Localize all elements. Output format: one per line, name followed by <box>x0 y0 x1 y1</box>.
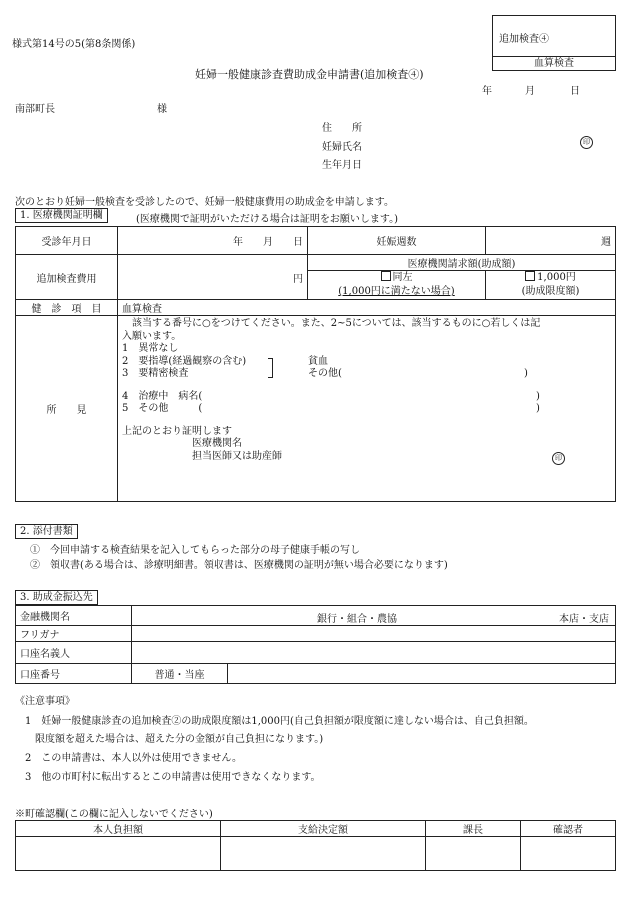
finding-4-close: ) <box>536 390 540 402</box>
claim-option-limit[interactable] <box>486 271 616 300</box>
doctor-row <box>122 451 611 464</box>
notes-title: 《注意事項》 <box>15 696 75 707</box>
limit-checkbox[interactable] <box>525 271 535 281</box>
account-type-field[interactable]: 普通・当座 <box>132 664 228 684</box>
finding-4[interactable]: 4 治療中 病名( <box>122 390 203 402</box>
payment-decision-header: 支給決定額 <box>221 821 426 837</box>
exam-cost-label: 追加検査費用 <box>16 255 118 300</box>
certify-text: 上記のとおり証明します <box>122 425 232 437</box>
pregnancy-weeks-field[interactable]: 週 <box>486 227 616 255</box>
checkup-item-value: 血算検査 <box>118 300 616 316</box>
addressee-suffix: 様 <box>157 104 167 115</box>
finding-3-row <box>122 368 611 381</box>
checkup-item-label: 健 診 項 目 <box>16 300 118 316</box>
furigana-label: フリガナ <box>16 626 132 642</box>
town-confirmation-table <box>15 820 616 871</box>
attachment-1: ① 今回申請する検査結果を記入してもらった部分の母子健康手帳の写し <box>30 545 360 556</box>
doctor-label: 担当医師又は助産師 <box>192 450 282 462</box>
doctor-seal: 印 <box>552 452 565 465</box>
same-note: (1,000円に満たない場合) <box>338 286 455 297</box>
branch-types: 本店・支店 <box>559 614 609 625</box>
note-1-cont: 限度額を超えた場合は、超えた分の金額が自己負担になります。) <box>35 734 324 745</box>
finding-other-close: ) <box>524 368 528 379</box>
finding-1[interactable]: 1 異常なし <box>122 343 179 354</box>
same-label: 同左 <box>392 272 413 283</box>
bank-types: 銀行・組合・農協 <box>317 614 397 625</box>
findings-instruction: 該当する番号に○をつけてください。また、2~5については、該当するものに○若しくは記 <box>132 318 541 329</box>
section-chief-field <box>426 837 521 871</box>
date-year: 年 <box>482 86 492 97</box>
finding-5[interactable]: 5 その他 ( <box>122 403 203 414</box>
page-title: 妊婦一般健康診査費助成金申請書(追加検査④) <box>195 68 424 81</box>
addressee: 南部町長 <box>15 104 55 115</box>
section2-heading: 2. 添付書類 <box>15 524 78 539</box>
findings-label: 所 見 <box>16 316 118 502</box>
intro-text: 次のとおり妊婦一般検査を受診したので、妊婦一般健康費用の助成金を申請します。 <box>15 197 394 208</box>
visit-date-label: 受診年月日 <box>16 227 118 255</box>
exam-type-box <box>492 15 616 71</box>
note-1: 1 妊婦一般健康診査の追加検査②の助成限度額は1,000円(自己負担額が限度額に達しない場合は、自己負担額。 <box>25 716 534 727</box>
note-3: 3 他の市町村に転出するとこの申請書は使用できなくなります。 <box>25 772 321 783</box>
limit-note: (助成限度額) <box>521 286 580 297</box>
limit-label: 1,000円 <box>537 272 576 283</box>
claim-header: 医療機関請求額(助成額) <box>308 255 616 271</box>
finding-2[interactable]: 2 要指導(経過観察の含む) <box>122 355 247 367</box>
applicant-seal <box>580 136 593 149</box>
findings-bracket <box>268 358 273 378</box>
account-number-field[interactable] <box>228 664 616 684</box>
section1-heading: 1. 医療機関証明欄 <box>15 208 108 223</box>
visit-date-field[interactable]: 年 月 日 <box>118 227 308 255</box>
self-pay-field <box>16 837 221 871</box>
attachment-2: ② 領収書(ある場合は、診療明細書。領収書は、医療機関の証明が無い場合必要になります) <box>30 560 448 571</box>
section-chief-header: 課長 <box>426 821 521 837</box>
same-checkbox[interactable] <box>381 271 391 281</box>
confirmer-header: 確認者 <box>521 821 616 837</box>
section3-heading: 3. 助成金振込先 <box>15 590 98 605</box>
section1-note: (医療機関で証明がいただける場合は証明をお願いします。) <box>136 214 399 225</box>
finding-4-row <box>122 391 611 404</box>
self-pay-header: 本人負担額 <box>16 821 221 837</box>
furigana-field[interactable] <box>132 626 616 642</box>
finding-3[interactable]: 3 要精密検査 <box>122 368 189 379</box>
confirmer-field <box>521 837 616 871</box>
finding-2-row <box>122 356 611 369</box>
pregnant-name-label: 妊婦氏名 <box>322 142 362 153</box>
medical-certificate-table <box>15 226 616 502</box>
account-holder-field[interactable] <box>132 642 616 664</box>
seal-mark: 印 <box>580 136 593 149</box>
claim-option-same[interactable] <box>308 271 486 300</box>
bank-name-label: 金融機関名 <box>16 606 132 626</box>
finding-other[interactable]: その他( <box>308 368 342 379</box>
finding-anemia[interactable]: 貧血 <box>308 355 328 367</box>
pregnancy-weeks-label: 妊娠週数 <box>308 227 486 255</box>
bank-name-field[interactable] <box>132 606 616 626</box>
account-number-label: 口座番号 <box>16 664 132 684</box>
payment-decision-field <box>221 837 426 871</box>
form-number: 様式第14号の5(第8条関係) <box>12 39 136 50</box>
account-holder-label: 口座名義人 <box>16 642 132 664</box>
date-month: 月 <box>525 86 535 97</box>
findings-instruction-2: 入願います。 <box>122 330 182 342</box>
note-2: 2 この申請書は、本人以外は使用できません。 <box>25 753 242 764</box>
finding-5-close: ) <box>536 403 540 414</box>
bank-transfer-table <box>15 605 616 684</box>
findings-area[interactable] <box>118 316 616 502</box>
exam-type-label: 追加検査④ <box>499 34 549 45</box>
birthdate-label: 生年月日 <box>322 160 362 171</box>
exam-cost-field[interactable]: 円 <box>118 255 308 300</box>
town-confirmation-title: ※町確認欄(この欄に記入しないでください) <box>15 809 213 820</box>
exam-name-label: 血算検査 <box>493 56 615 71</box>
date-day: 日 <box>570 86 580 97</box>
institution-label: 医療機関名 <box>192 438 242 449</box>
address-label: 住 所 <box>322 123 362 134</box>
finding-5-row <box>122 403 611 416</box>
